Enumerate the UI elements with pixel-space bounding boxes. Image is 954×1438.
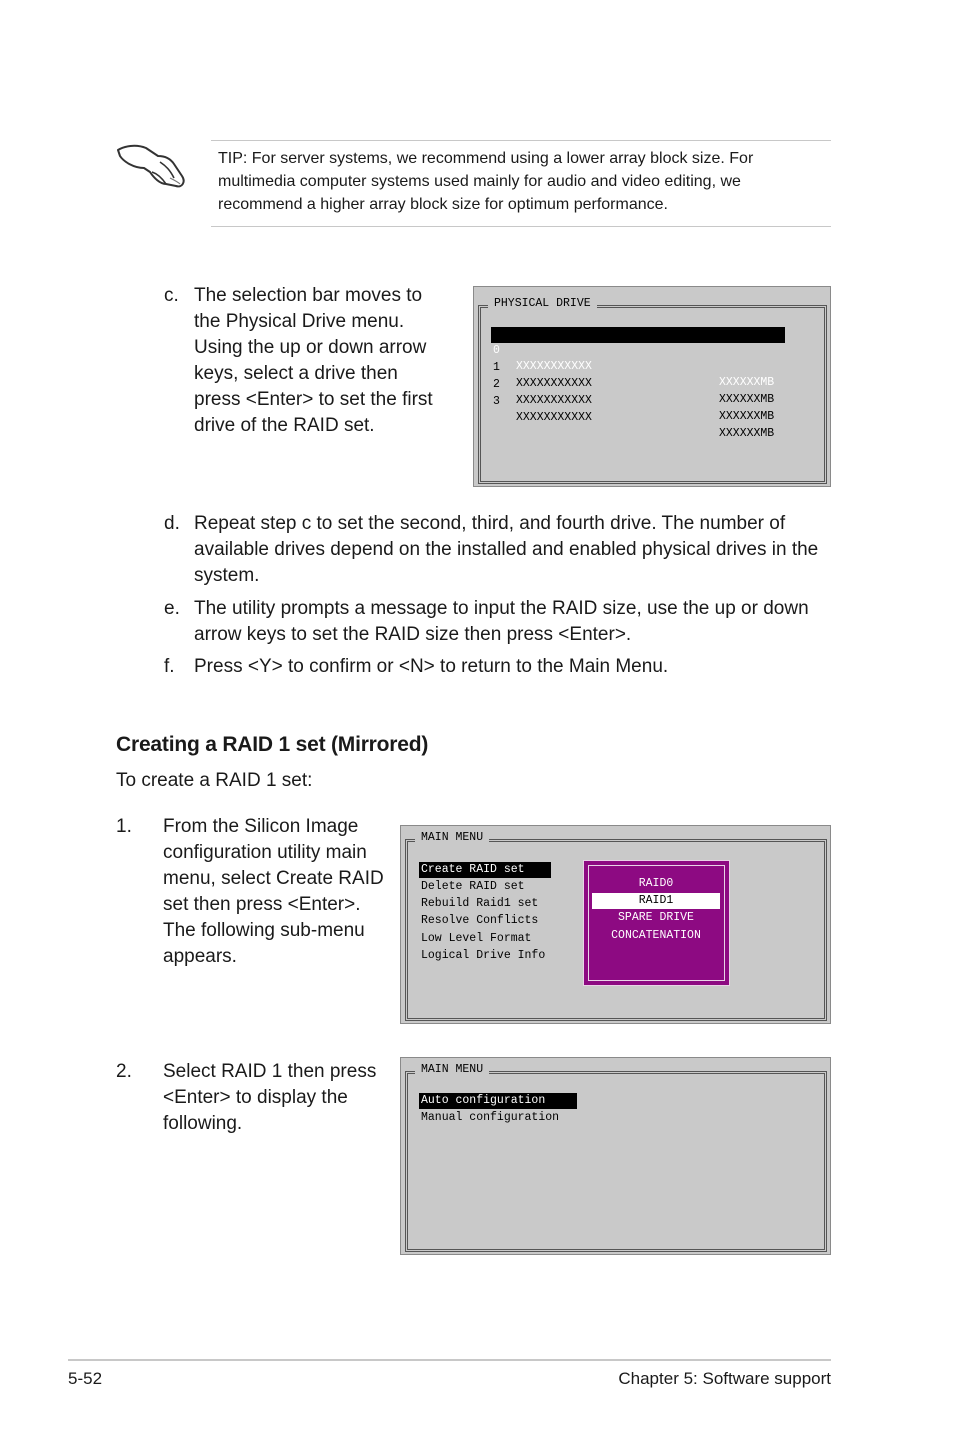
raid-option-selected[interactable]: RAID1 [592, 893, 720, 909]
tip-icon [114, 138, 188, 190]
screen-title: PHYSICAL DRIVE [488, 297, 597, 310]
menu-item-rebuild-raid1[interactable]: Rebuild Raid1 set [421, 897, 539, 910]
step-marker: e. [164, 598, 180, 619]
tip-bottom-rule [211, 226, 831, 227]
drive-number: 1 [493, 361, 500, 374]
drive-number: 3 [493, 395, 500, 408]
menu-item-auto-configuration[interactable]: Auto configuration [419, 1093, 577, 1109]
physical-drive-screen [473, 286, 831, 487]
drive-number: 0 [493, 344, 500, 357]
main-menu-screen-raid-select [400, 825, 831, 1024]
drive-name: XXXXXXXXXXX [516, 394, 592, 407]
menu-item-resolve-conflicts[interactable]: Resolve Conflicts [421, 914, 539, 927]
raid-type-popup [583, 860, 730, 986]
menu-item-logical-drive-info[interactable]: Logical Drive Info [421, 949, 546, 962]
step-marker: f. [164, 656, 175, 677]
step-text: Select RAID 1 then press <Enter> to display the following. [163, 1061, 377, 1134]
drive-size: XXXXXXMB [719, 410, 775, 423]
drive-row[interactable] [491, 378, 785, 440]
step-marker: c. [164, 285, 179, 306]
step-text: Press <Y> to confirm or <N> to return to the Main Menu. [194, 656, 669, 677]
main-menu-screen-configuration [400, 1057, 831, 1255]
step-marker: 2. [116, 1061, 132, 1082]
screen-title: MAIN MENU [415, 831, 489, 844]
tip-top-rule [211, 140, 831, 141]
drive-size: XXXXXXMB [719, 376, 775, 389]
menu-item-delete-raid[interactable]: Delete RAID set [421, 880, 525, 893]
drive-row[interactable] [491, 344, 785, 406]
step-text: Repeat step c to set the second, third, and fourth drive. The number of available drives depend on the installed and enabled physical drives in the system. [194, 513, 819, 586]
menu-item-create-raid[interactable]: Create RAID set [419, 862, 551, 878]
drive-row-selected[interactable] [491, 327, 785, 389]
drive-number: 2 [493, 378, 500, 391]
drive-name: XXXXXXXXXXX [516, 360, 592, 373]
footer-rule [68, 1359, 831, 1361]
raid-option[interactable]: SPARE DRIVE [618, 911, 694, 924]
step-marker: 1. [116, 816, 132, 837]
drive-name: XXXXXXXXXXX [516, 377, 592, 390]
drive-size: XXXXXXMB [719, 427, 775, 440]
page-number: 5-52 [68, 1369, 103, 1388]
drive-row[interactable] [491, 361, 785, 423]
drive-size: XXXXXXMB [719, 393, 775, 406]
step-text: From the Silicon Image configuration utility main menu, select Create RAID set then press <Enter>. The following sub-menu appears. [163, 816, 384, 967]
menu-item-low-level-format[interactable]: Low Level Format [421, 932, 532, 945]
step-text: The utility prompts a message to input the RAID size, use the up or down arrow keys to set the RAID size then press <Enter>. [194, 598, 809, 645]
screen-title: MAIN MENU [415, 1063, 489, 1076]
section-intro: To create a RAID 1 set: [116, 770, 313, 791]
raid-option[interactable]: RAID0 [638, 877, 674, 890]
raid-option[interactable]: CONCATENATION [611, 929, 701, 942]
step-marker: d. [164, 513, 180, 534]
menu-item-manual-configuration[interactable]: Manual configuration [421, 1111, 560, 1124]
tip-text: TIP: For server systems, we recommend using a lower array block size. For multimedia computer systems used mainly for audio and video editing, we recommend a higher array block size for optimum performance. [218, 150, 754, 213]
chapter-title: Chapter 5: Software support [618, 1369, 831, 1388]
drive-name: XXXXXXXXXXX [516, 411, 592, 424]
section-heading: Creating a RAID 1 set (Mirrored) [116, 733, 429, 756]
step-text: The selection bar moves to the Physical Drive menu. Using the up or down arrow keys, select a drive then press <Enter> to set the first drive of the RAID set. [194, 285, 433, 436]
